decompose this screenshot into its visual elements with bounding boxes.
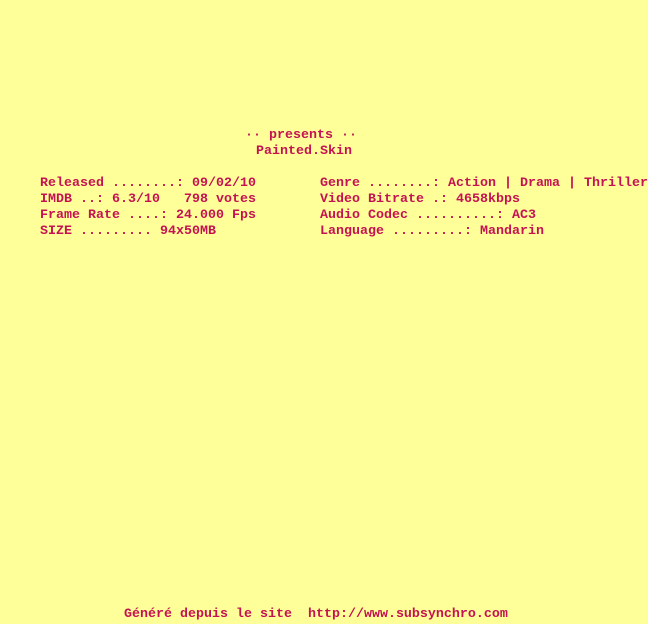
frame-rate-value: 24.000 Fps bbox=[175, 208, 256, 223]
released-field bbox=[40, 176, 256, 192]
genre-field bbox=[320, 176, 648, 192]
info-row-size-language bbox=[0, 224, 648, 240]
info-row-released-genre bbox=[0, 176, 648, 192]
info-row-imdb-bitrate bbox=[0, 192, 648, 208]
video-bitrate-label: Video Bitrate .: bbox=[320, 192, 456, 207]
video-bitrate-field bbox=[320, 192, 520, 208]
released-label: Released ........: bbox=[40, 176, 192, 191]
language-value: Mandarin bbox=[479, 224, 544, 239]
size-value: 94x50MB bbox=[159, 224, 216, 239]
language-label: Language .........: bbox=[320, 224, 480, 239]
size-label: SIZE ......... bbox=[40, 224, 160, 239]
size-field bbox=[40, 224, 216, 240]
presents-line: ·· presents ·· bbox=[245, 128, 357, 143]
released-value: 09/02/10 bbox=[191, 176, 256, 191]
video-bitrate-value: 4658kbps bbox=[455, 192, 520, 207]
imdb-value: 6.3/10 798 votes bbox=[111, 192, 256, 207]
release-title: Painted.Skin bbox=[256, 144, 352, 159]
footer-generated-line: Généré depuis le site http://www.subsynchro.com bbox=[124, 607, 508, 622]
language-field bbox=[320, 224, 544, 240]
info-row-framerate-codec bbox=[0, 208, 648, 224]
imdb-field bbox=[40, 192, 256, 208]
genre-label: Genre ........: bbox=[320, 176, 448, 191]
frame-rate-field bbox=[40, 208, 256, 224]
audio-codec-field bbox=[320, 208, 536, 224]
genre-value: Action | Drama | Thriller bbox=[447, 176, 648, 191]
audio-codec-label: Audio Codec ..........: bbox=[320, 208, 512, 223]
audio-codec-value: AC3 bbox=[511, 208, 536, 223]
frame-rate-label: Frame Rate ....: bbox=[40, 208, 176, 223]
imdb-label: IMDB ..: bbox=[40, 192, 112, 207]
